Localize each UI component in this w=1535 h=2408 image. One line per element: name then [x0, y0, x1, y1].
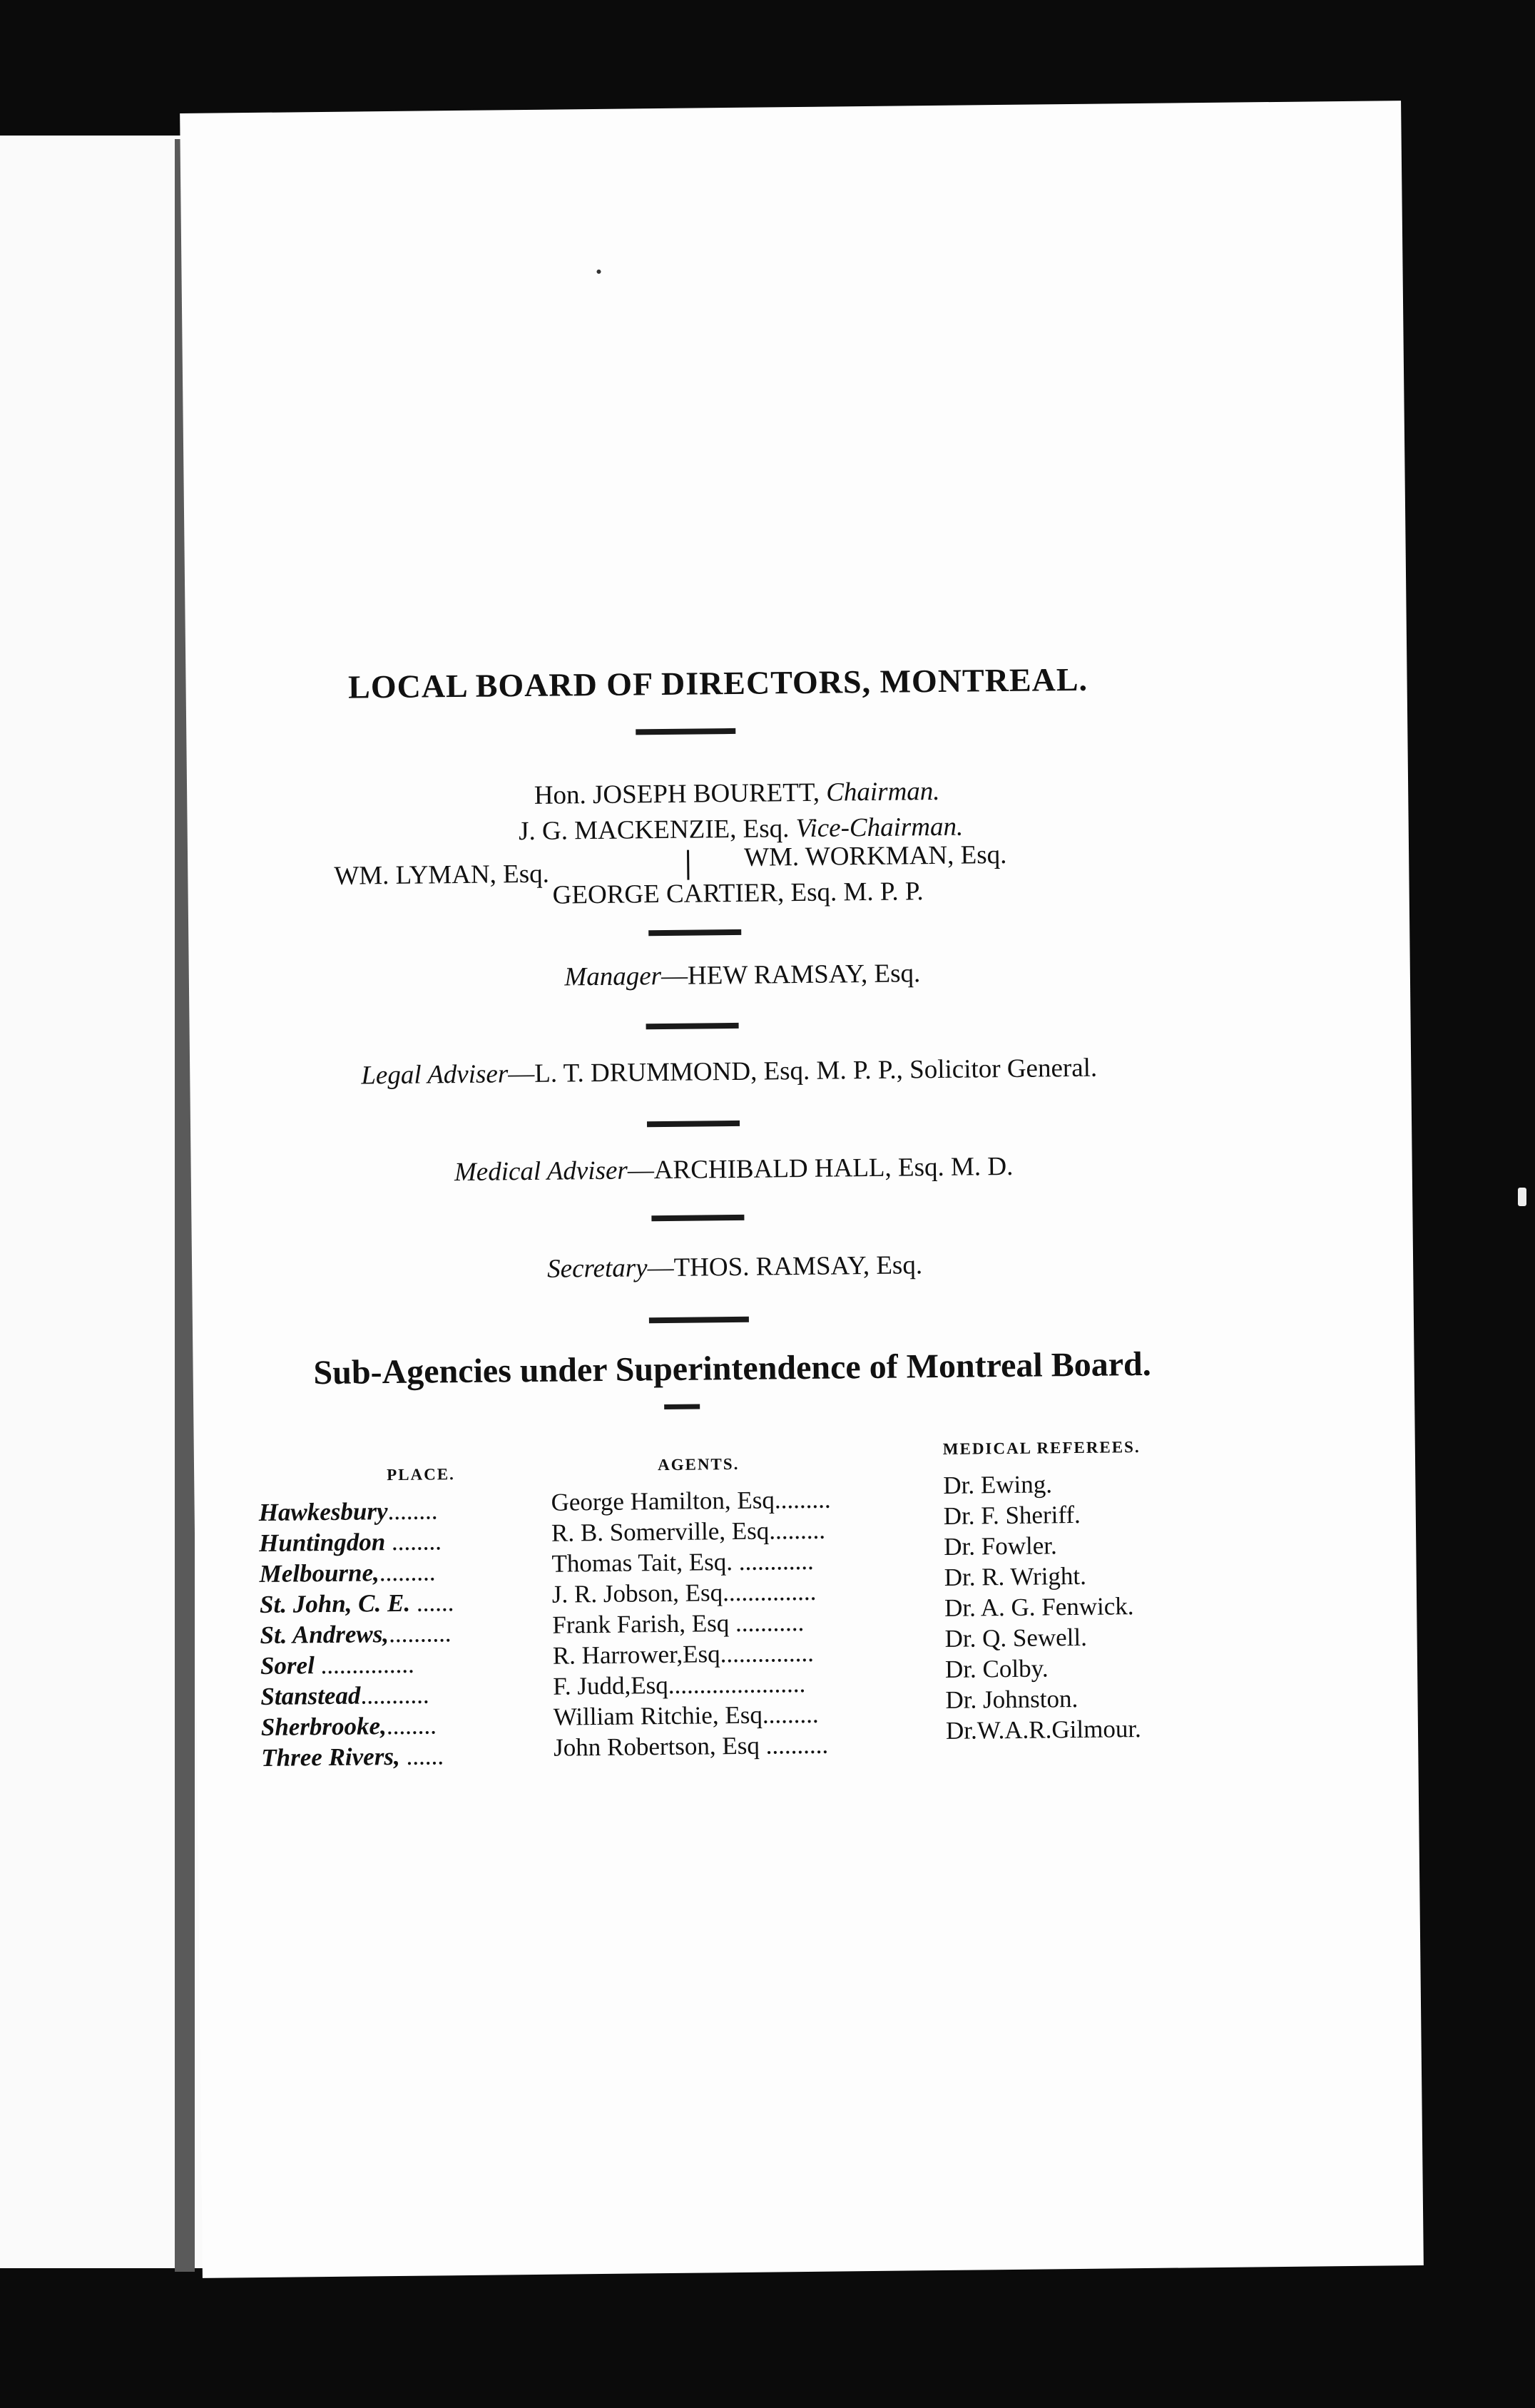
medical-adviser-name: —ARCHIBALD HALL, Esq. M. D.: [627, 1151, 1014, 1185]
manager-line: [132, 954, 1353, 997]
place-cell: Sorel: [260, 1651, 315, 1680]
referee-cell: Dr. Johnston.: [945, 1684, 1078, 1714]
leader-dots: ..........: [388, 1619, 452, 1648]
agent-cell: J. R. Jobson, Esq...............: [551, 1577, 817, 1608]
agents-column: [551, 1447, 939, 1763]
medical-adviser-line: [123, 1148, 1345, 1191]
place-header: PLACE.: [387, 1465, 455, 1484]
table-row: [259, 1525, 530, 1558]
referee-cell: Dr. F. Sheriff.: [943, 1500, 1081, 1530]
agents-header: AGENTS.: [657, 1454, 740, 1474]
document-page: [180, 101, 1424, 2278]
leader-dots: .........: [379, 1558, 436, 1587]
place-column: [258, 1458, 533, 1773]
agent-cell: R. Harrower,Esq...............: [552, 1638, 815, 1670]
vice-chairman-role: Vice-Chairman.: [795, 812, 964, 844]
divider-rule: [647, 1121, 740, 1127]
leader-dots: ........: [387, 1496, 438, 1526]
table-row: [261, 1740, 532, 1773]
table-row: [261, 1709, 532, 1743]
board-title: LOCAL BOARD OF DIRECTORS, MONTREAL.: [347, 660, 1088, 705]
referee-cell: Dr.W.A.R.Gilmour.: [945, 1715, 1142, 1745]
legal-adviser-role: Legal Adviser: [361, 1059, 509, 1091]
leader-dots: ......: [416, 1588, 454, 1617]
legal-adviser-line: [118, 1050, 1340, 1093]
referee-cell: Dr. Fowler.: [944, 1531, 1057, 1561]
table-row: [260, 1586, 531, 1620]
secretary-role: Secretary: [546, 1253, 648, 1284]
leader-dots: ......: [406, 1742, 444, 1770]
leader-dots: ...........: [360, 1680, 429, 1710]
divider-rule: [649, 1317, 749, 1323]
chairman-name: Hon. JOSEPH BOURETT,: [534, 777, 820, 810]
leader-dots: ........: [391, 1527, 442, 1556]
referees-header: MEDICAL REFEREES.: [942, 1438, 1141, 1458]
referee-cell: Dr. R. Wright.: [944, 1561, 1087, 1591]
secretary-name: —THOS. RAMSAY, Esq.: [647, 1250, 923, 1283]
referee-cell: Dr. Q. Sewell.: [944, 1623, 1088, 1653]
agent-cell: William Ritchie, Esq.........: [553, 1700, 819, 1731]
director-separator: [687, 850, 689, 880]
referee-cell: Dr. A. G. Fenwick.: [944, 1592, 1134, 1622]
agent-cell: George Hamilton, Esq.........: [551, 1485, 831, 1516]
divider-rule: [636, 728, 735, 735]
agent-cell: F. Judd,Esq......................: [553, 1669, 806, 1700]
place-cell: St. Andrews,: [260, 1620, 389, 1649]
table-row: [260, 1648, 531, 1681]
medical-adviser-role: Medical Adviser: [454, 1155, 628, 1188]
divider-rule: [651, 1215, 744, 1221]
table-row: [258, 1494, 529, 1528]
place-cell: Three Rivers,: [261, 1742, 400, 1772]
vice-chairman-line: [131, 807, 1352, 851]
paper-speck: [596, 270, 601, 274]
divider-rule: [648, 929, 741, 936]
agent-cell: Thomas Tait, Esq. ............: [551, 1546, 814, 1578]
referee-cell: Dr. Ewing.: [943, 1470, 1053, 1499]
place-cell: Sherbrooke,: [260, 1712, 387, 1741]
table-row: [260, 1678, 531, 1712]
place-cell: Melbourne,: [259, 1558, 380, 1588]
table-row: [259, 1556, 530, 1589]
leader-dots: ........: [386, 1711, 437, 1740]
short-rule: [664, 1404, 700, 1410]
director-right: WM. WORKMAN, Esq.: [743, 840, 1007, 872]
legal-adviser-name: —L. T. DRUMMOND, Esq. M. P. P., Solicitor General.: [508, 1053, 1098, 1089]
place-cell: Huntingdon: [258, 1528, 386, 1557]
edge-mark: [1518, 1188, 1526, 1206]
sub-agencies-title: Sub-Agencies under Superintendence of Montreal Board.: [313, 1345, 1151, 1392]
referee-cell: Dr. Colby.: [944, 1654, 1049, 1683]
secretary-line: [124, 1245, 1345, 1289]
manager-role: Manager: [564, 961, 662, 992]
place-cell: Hawkesbury: [258, 1497, 388, 1526]
table-row: [260, 1617, 531, 1651]
manager-name: —HEW RAMSAY, Esq.: [661, 959, 921, 991]
leader-dots: ...............: [320, 1650, 415, 1680]
agent-cell: Frank Farish, Esq ...........: [552, 1608, 805, 1639]
director-center: GEORGE CARTIER, Esq. M. P. P.: [552, 877, 924, 910]
divider-rule: [646, 1023, 739, 1029]
place-cell: St. John, C. E.: [259, 1588, 411, 1618]
sub-agencies-table: [258, 1436, 1257, 1772]
agent-cell: R. B. Somerville, Esq.........: [551, 1516, 826, 1547]
vice-chairman-name: J. G. MACKENZIE, Esq.: [518, 814, 790, 847]
place-cell: Stanstead: [260, 1681, 361, 1710]
agent-cell: John Robertson, Esq ..........: [553, 1730, 829, 1762]
chairman-role: Chairman.: [826, 776, 940, 807]
director-left: WM. LYMAN, Esq.: [334, 859, 550, 891]
referees-column: [943, 1431, 1246, 1746]
